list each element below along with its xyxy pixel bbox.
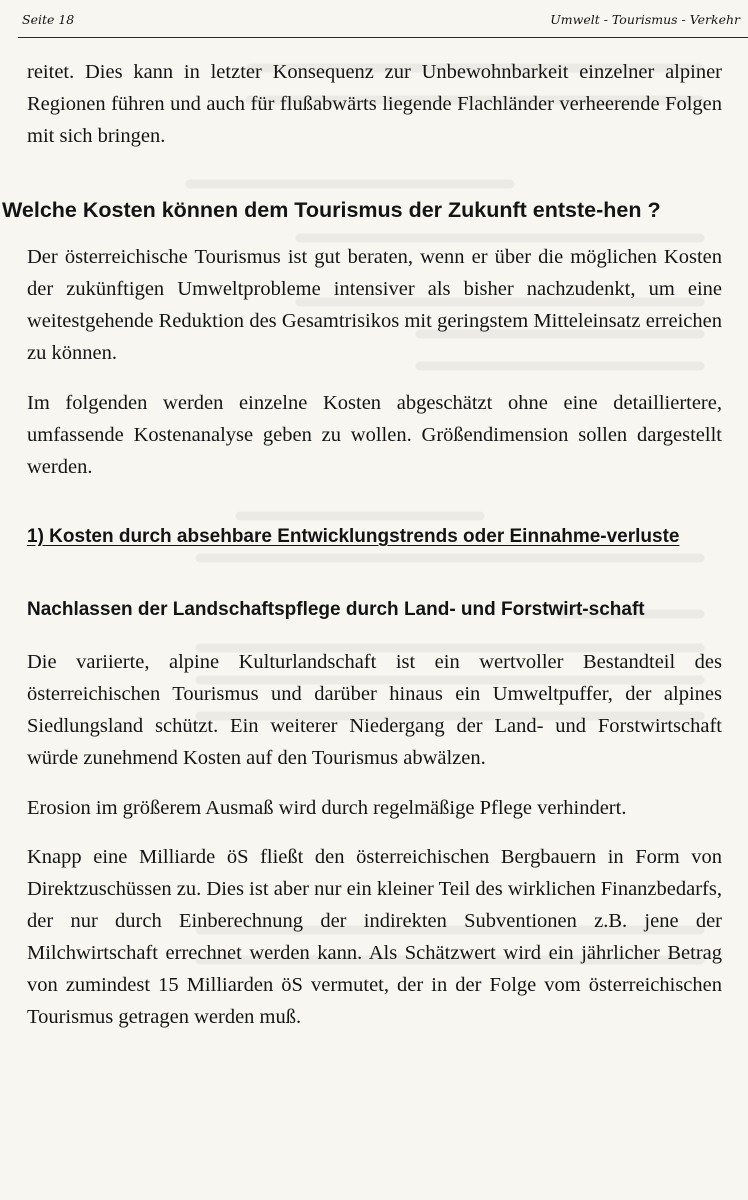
section-heading-1: 1) Kosten durch absehbare Entwicklungstrends oder Einnahme-verluste (27, 526, 680, 547)
main-heading: Welche Kosten können dem Tourismus der Zukunft entste-hen ? (2, 198, 661, 222)
paragraph-erosion: Erosion im größerem Ausmaß wird durch regelmäßige Pflege verhindert. (27, 797, 627, 819)
subsection-heading: Nachlassen der Landschaftspflege durch Land- und Forstwirt-schaft (27, 599, 645, 620)
section-title: Umwelt - Tourismus - Verkehr (550, 12, 740, 27)
paragraph-cost-estimate: Im folgenden werden einzelne Kosten abgeschätzt ohne eine detailliertere, umfassende Kostenanalyse geben zu wollen. Größendimension sollen dargestellt werden. (27, 392, 722, 478)
running-header (22, 12, 740, 27)
paragraph-tourism-costs: Der österreichische Tourismus ist gut beraten, wenn er über die möglichen Kosten der zukünftigen Umweltprobleme intensiver als bisher nachzudenkt, um eine weitestgehende Reduktion des Gesamtrisikos mit geringstem Mitteleinsatz erreichen zu können. (27, 246, 722, 364)
paragraph-subsidies: Knapp eine Milliarde öS fließt den österreichischen Bergbauern in Form von Direktzuschüssen zu. Dies ist aber nur ein kleiner Teil des wirklichen Finanzbedarfs, der nur durch Einberechnung der indirekten Subventionen z.B. jene der Milchwirtschaft errechnet werden kann. Als Schätzwert wird ein jährlicher Betrag von zumindest 15 Milliarden öS vermutet, der in der Folge vom österreichischen Tourismus getragen werden muß. (27, 846, 722, 1028)
paragraph-landscape: Die variierte, alpine Kulturlandschaft ist ein wertvoller Bestandteil des österreichischen Tourismus und darüber hinaus ein Umweltpuffer, der alpines Siedlungsland schützt. Ein weiterer Niedergang der Land- und Forstwirtschaft würde zunehmend Kosten auf den Tourismus abwälzen. (27, 651, 722, 769)
page-content (0, 56, 748, 1033)
intro-paragraph: reitet. Dies kann in letzter Konsequenz zur Unbewohnbarkeit einzelner alpiner Regionen führen und auch für flußabwärts liegende Flachländer verheerende Folgen mit sich bringen. (27, 61, 722, 147)
page-number: Seite 18 (22, 12, 75, 27)
header-rule (18, 37, 748, 38)
